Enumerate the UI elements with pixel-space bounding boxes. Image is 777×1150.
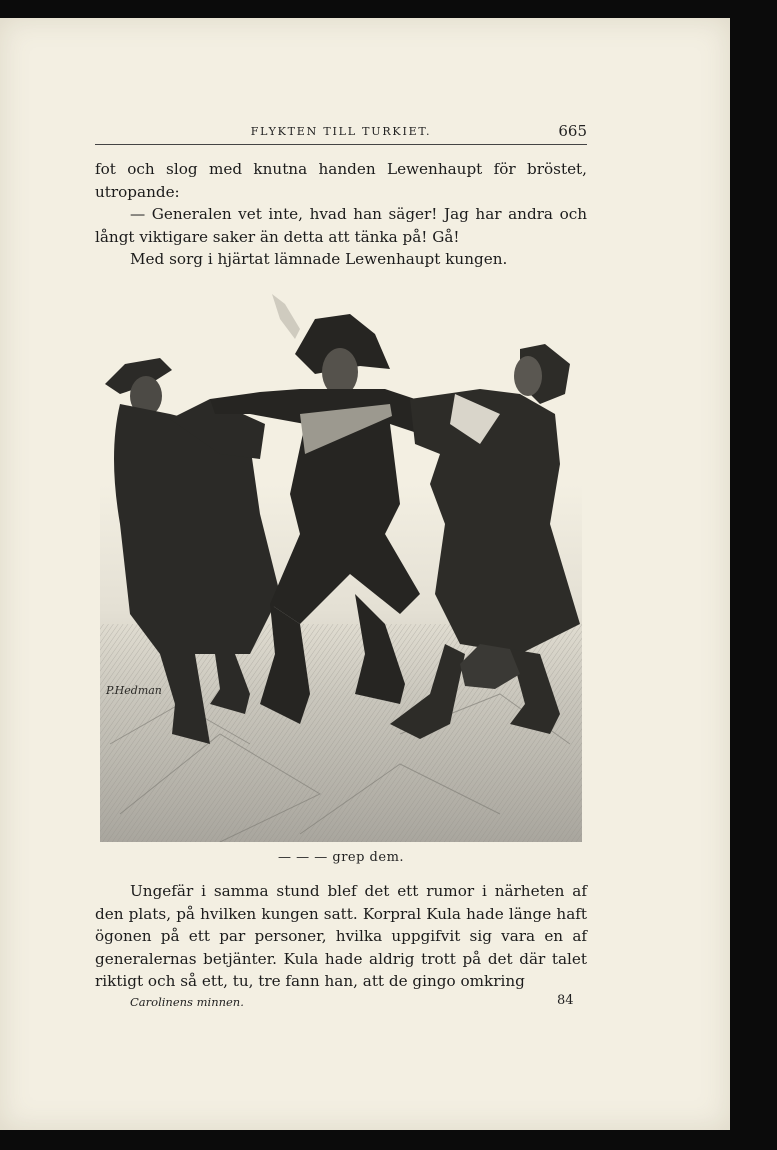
artist-signature: P.Hedman	[106, 684, 162, 697]
footer-sheet-number: 84	[557, 993, 574, 1008]
scuffle-engraving-image	[100, 294, 582, 842]
illustration-caption: — — — grep dem.	[277, 850, 405, 865]
paragraph: fot och slog med knutna handen Lewenhaupt för bröstet, utropande:	[95, 160, 587, 201]
text-block-bottom	[95, 880, 587, 993]
running-head	[95, 122, 587, 145]
paragraph: Ungefär i samma stund blef det ett rumor i närheten af den plats, på hvilken kungen satt. Korpral Kula hade länge haft ögonen på ett par personer, hvilka uppgifvit sig vara en af generalernas betjänter. Kula hade aldrig trott på det där talet riktigt och så ett, tu, tre fann han, att de gingo omkring	[95, 882, 587, 990]
book-page	[0, 18, 730, 1130]
engraving-illustration	[100, 294, 582, 842]
text-block-top	[95, 158, 587, 271]
paragraph: Med sorg i hjärtat lämnade Lewenhaupt kungen.	[130, 250, 508, 268]
footer-signature: Carolinens minnen.	[130, 995, 244, 1009]
page-number: 665	[558, 122, 587, 140]
running-title: FLYKTEN TILL TURKIET.	[250, 125, 432, 138]
paragraph: — Generalen vet inte, hvad han säger! Jag har andra och långt viktigare saker än detta att tänka på! Gå!	[95, 205, 587, 246]
